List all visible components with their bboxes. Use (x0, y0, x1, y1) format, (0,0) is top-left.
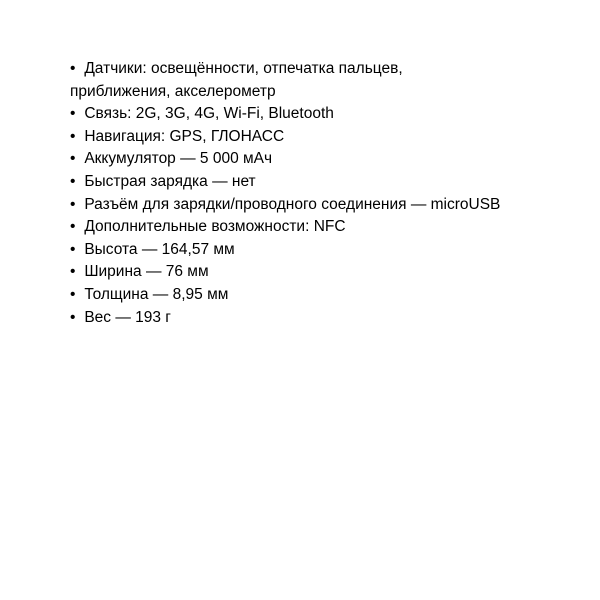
spec-text-thickness: Толщина — 8,95 мм (84, 285, 229, 303)
spec-text-sensors-line2: приближения, акселерометр (70, 82, 276, 100)
bullet-glyph: • (70, 127, 76, 145)
bullet-glyph: • (70, 308, 76, 326)
spec-text-navigation: Навигация: GPS, ГЛОНАСС (84, 127, 285, 145)
spec-item-thickness (70, 284, 570, 307)
spec-text-fast-charging: Быстрая зарядка — нет (84, 172, 256, 190)
bullet-glyph: • (70, 218, 76, 236)
bullet-glyph: • (70, 105, 76, 123)
bullet-glyph: • (70, 240, 76, 258)
spec-item-navigation (70, 126, 570, 149)
spec-text-connectivity: Связь: 2G, 3G, 4G, Wi-Fi, Bluetooth (84, 105, 334, 123)
spec-text-width: Ширина — 76 мм (84, 263, 209, 281)
spec-text-battery: Аккумулятор — 5 000 мАч (84, 150, 273, 168)
bullet-glyph: • (70, 195, 76, 213)
spec-item-battery (70, 148, 570, 171)
spec-item-width (70, 261, 570, 284)
spec-item-connector (70, 194, 570, 217)
bullet-glyph: • (70, 150, 76, 168)
spec-item-fast-charging (70, 171, 570, 194)
spec-text-extra-features: Дополнительные возможности: NFC (84, 218, 346, 236)
bullet-glyph: • (70, 285, 76, 303)
bullet-glyph: • (70, 263, 76, 281)
spec-item-weight (70, 307, 570, 330)
spec-list (70, 58, 570, 329)
spec-text-sensors-line1: Датчики: освещённости, отпечатка пальцев, (84, 60, 403, 77)
spec-item-connectivity (70, 103, 570, 126)
spec-item-sensors (70, 58, 570, 103)
spec-text-weight: Вес — 193 г (84, 308, 171, 326)
spec-text-connector: Разъём для зарядки/проводного соединения — microUSB (84, 195, 501, 213)
spec-text-height: Высота — 164,57 мм (84, 240, 235, 258)
spec-item-height (70, 239, 570, 262)
spec-item-extra-features (70, 216, 570, 239)
bullet-glyph: • (70, 60, 76, 77)
bullet-glyph: • (70, 172, 76, 190)
